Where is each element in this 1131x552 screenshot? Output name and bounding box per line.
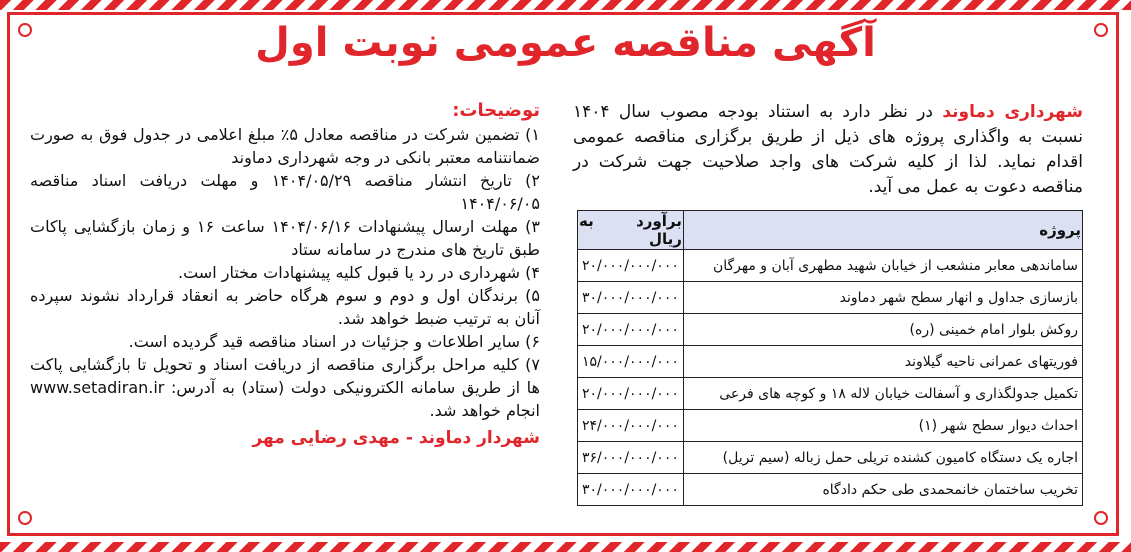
organization-name: شهرداری دماوند: [942, 102, 1083, 122]
project-cell: تخریب ساختمان خانمحمدی طی حکم دادگاه: [683, 474, 1082, 506]
project-cell: تکمیل جدولگذاری و آسفالت خیابان لاله ۱۸ و کوچه های فرعی: [683, 378, 1082, 410]
table-row: [578, 250, 1083, 282]
notes-heading: توضیحات:: [452, 100, 540, 121]
project-cell: روکش بلوار امام خمینی (ره): [683, 314, 1082, 346]
note-item: ۲) تاریخ انتشار مناقصه ۱۴۰۴/۰۵/۲۹ و مهلت دریافت اسناد مناقصه ۱۴۰۴/۰۶/۰۵: [30, 171, 540, 213]
corner-ornament-icon: [12, 505, 38, 531]
corner-ornament-icon: [1088, 505, 1114, 531]
column-header-project: پروژه: [683, 211, 1082, 250]
column-header-estimate: برآورد به ریال: [579, 212, 682, 248]
projects-table: [577, 210, 1083, 506]
intro-section: [573, 100, 1083, 506]
table-row: [578, 410, 1083, 442]
table-row: [578, 314, 1083, 346]
note-item: ۱) تضمین شرکت در مناقصه معادل ۵٪ مبلغ اعلامی در جدول فوق به صورت ضمانتنامه معتبر بانکی در وجه شهرداری دماوند: [30, 125, 541, 167]
table-row: [578, 474, 1083, 506]
table-row: [578, 346, 1083, 378]
project-cell: احداث دیوار سطح شهر (۱): [683, 410, 1082, 442]
bottom-border-stripe: [0, 542, 1131, 552]
estimate-cell: ۲۰/۰۰۰/۰۰۰/۰۰۰: [578, 250, 684, 282]
intro-paragraph: [573, 100, 1083, 200]
project-cell: ساماندهی معابر منشعب از خیابان شهید مطهری آبان و مهرگان: [683, 250, 1082, 282]
note-item: ۳) مهلت ارسال پیشنهادات ۱۴۰۴/۰۶/۱۶ ساعت ۱۶ و زمان بازگشایی پاکات طبق تاریخ های مندرج در سامانه ستاد: [30, 217, 540, 259]
estimate-cell: ۲۰/۰۰۰/۰۰۰/۰۰۰: [578, 378, 684, 410]
project-cell: اجاره یک دستگاه کامیون کشنده تریلی حمل زباله (سیم تریل): [683, 442, 1082, 474]
top-border-stripe: [0, 0, 1131, 10]
project-cell: فوریتهای عمرانی ناحیه گیلاوند: [683, 346, 1082, 378]
notes-section: [30, 100, 540, 448]
estimate-cell: ۳۰/۰۰۰/۰۰۰/۰۰۰: [578, 282, 684, 314]
note-item: ۷) کلیه مراحل برگزاری مناقصه از دریافت اسناد و تحویل تا بازگشایی پاکت ها از طریق سامانه الکترونیکی دولت (ستاد) به آدرس: www.setadiran.ir انجام خواهد شد.: [30, 355, 540, 420]
project-cell: بازسازی جداول و انهار سطح شهر دماوند: [683, 282, 1082, 314]
table-row: [578, 442, 1083, 474]
table-row: [578, 282, 1083, 314]
note-item: ۵) برندگان اول و دوم و سوم هرگاه حاضر به انعقاد قرارداد نشوند سپرده آنان به ترتیب ضبط خواهد شد.: [30, 286, 540, 328]
estimate-cell: ۲۴/۰۰۰/۰۰۰/۰۰۰: [578, 410, 684, 442]
estimate-cell: ۳۶/۰۰۰/۰۰۰/۰۰۰: [578, 442, 684, 474]
note-item: ۶) سایر اطلاعات و جزئیات در اسناد مناقصه قید گردیده است.: [128, 332, 540, 351]
estimate-cell: ۳۰/۰۰۰/۰۰۰/۰۰۰: [578, 474, 684, 506]
table-row: [578, 378, 1083, 410]
table-header-row: [578, 211, 1083, 250]
estimate-cell: ۱۵/۰۰۰/۰۰۰/۰۰۰: [578, 346, 684, 378]
estimate-cell: ۲۰/۰۰۰/۰۰۰/۰۰۰: [578, 314, 684, 346]
note-item: ۴) شهرداری در رد یا قبول کلیه پیشنهادات مختار است.: [178, 263, 540, 282]
mayor-signature: شهردار دماوند - مهدی رضایی مهر: [252, 428, 540, 448]
notice-title: آگهی مناقصه عمومی نوبت اول: [255, 20, 876, 66]
intro-text: در نظر دارد به استناد بودجه مصوب سال ۱۴۰۴ نسبت به واگذاری پروژه های ذیل از طریق برگزاری مناقصه عمومی اقدام نماید. لذا از کلیه شرکت های واجد صلاحیت جهت شرکت در مناقصه دعوت به عمل می آید.: [573, 102, 1083, 197]
